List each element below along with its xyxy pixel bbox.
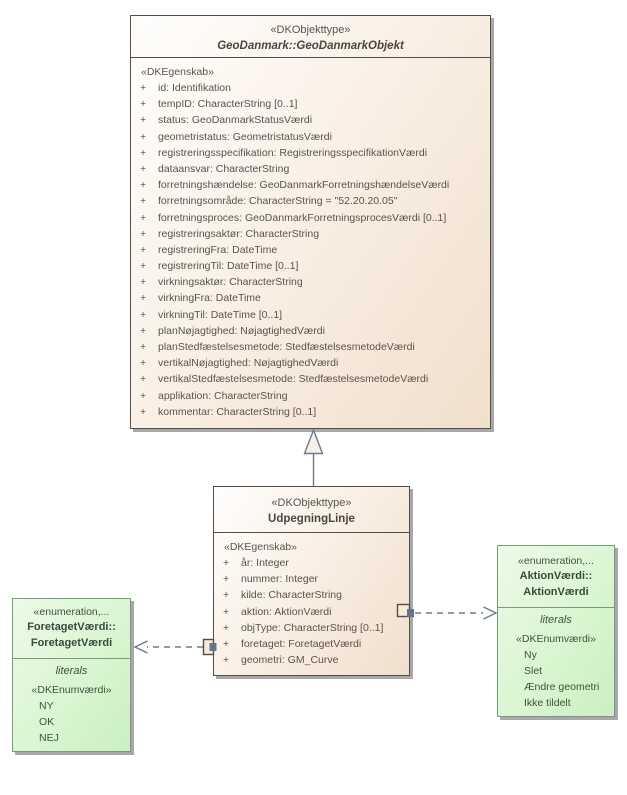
attribute-list <box>131 80 490 420</box>
attribute-text: virkningsaktør: CharacterString <box>158 276 303 289</box>
enum-stereotype: «enumeration,... <box>518 555 594 567</box>
enum-value-list <box>13 698 130 746</box>
visibility-marker: + <box>140 243 147 256</box>
visibility-marker: + <box>140 308 147 321</box>
visibility-marker: + <box>140 405 147 418</box>
attribute-row[interactable] <box>131 290 490 306</box>
visibility-marker: + <box>140 130 147 143</box>
enum-value[interactable]: Slet <box>524 665 543 677</box>
attribute-text: planNøjagtighed: NøjagtighedVærdi <box>158 324 325 337</box>
enum-value[interactable]: Ikke tildelt <box>524 697 571 709</box>
attribute-text: registreringTil: DateTime [0..1] <box>158 260 299 273</box>
literals-label: literals <box>55 665 88 677</box>
attribute-text: aktion: AktionVærdi <box>241 605 332 618</box>
attribute-row[interactable] <box>131 388 490 404</box>
attribute-text: applikation: CharacterString <box>158 389 288 402</box>
enum-name: AktionVærdi <box>523 585 589 598</box>
attributes-compartment <box>214 533 409 668</box>
visibility-marker: + <box>140 98 147 111</box>
attribute-text: geometri: GM_Curve <box>241 654 339 667</box>
compartment-stereotype: «DKEgenskab» <box>141 66 214 78</box>
visibility-marker: + <box>223 605 230 618</box>
attribute-text: virkningTil: DateTime [0..1] <box>158 308 283 321</box>
attribute-text: planStedfæstelsesmetode: StedfæstelsesmetodeVærdi <box>158 341 415 353</box>
enum-value[interactable]: Ny <box>524 649 537 661</box>
visibility-marker: + <box>223 621 230 634</box>
attribute-row[interactable] <box>131 242 490 258</box>
enum-name-qualifier: AktionVærdi:: <box>519 570 593 582</box>
attribute-row[interactable] <box>131 145 490 161</box>
compartment-stereotype: «DKEgenskab» <box>224 541 297 553</box>
class-box-udpegninglinje[interactable] <box>213 486 410 676</box>
attribute-text: virkningFra: DateTime <box>158 292 261 305</box>
attribute-row[interactable] <box>131 404 490 420</box>
enum-header <box>498 546 614 608</box>
class-header <box>131 16 490 58</box>
visibility-marker: + <box>140 227 147 240</box>
attribute-row[interactable] <box>131 323 490 339</box>
attribute-row[interactable] <box>131 96 490 112</box>
attribute-text: dataansvar: CharacterString <box>158 162 290 175</box>
attribute-row[interactable] <box>214 620 409 636</box>
attribute-text: nummer: Integer <box>241 573 319 586</box>
attribute-row[interactable] <box>131 355 490 371</box>
compartment-stereotype: «DKEnumværdi» <box>516 633 596 645</box>
attribute-text: tempID: CharacterString [0..1] <box>158 98 298 111</box>
attribute-row[interactable] <box>214 604 409 620</box>
visibility-marker: + <box>140 324 147 337</box>
enum-value[interactable]: NEJ <box>39 732 59 744</box>
visibility-marker: + <box>140 357 147 370</box>
attribute-row[interactable] <box>131 193 490 209</box>
visibility-marker: + <box>140 341 147 353</box>
attribute-text: forretningshændelse: GeoDanmarkForretningshændelseVærdi <box>158 179 450 192</box>
compartment-stereotype: «DKEnumværdi» <box>31 684 112 696</box>
visibility-marker: + <box>140 211 147 224</box>
attribute-text: kommentar: CharacterString [0..1] <box>158 405 317 418</box>
attribute-text: registreringFra: DateTime <box>158 243 278 256</box>
visibility-marker: + <box>140 276 147 289</box>
attribute-link-bracket <box>204 640 214 655</box>
attribute-row[interactable] <box>214 555 409 571</box>
attribute-text: objType: CharacterString [0..1] <box>241 621 384 634</box>
attribute-text: status: GeoDanmarkStatusVærdi <box>158 114 313 127</box>
visibility-marker: + <box>223 557 230 569</box>
attribute-text: forretningsområde: CharacterString = "52.20.20.05" <box>158 195 398 208</box>
dependency-connector-aktion[interactable] <box>398 605 497 620</box>
enum-value[interactable]: NY <box>39 700 54 712</box>
attribute-text: forretningsproces: GeoDanmarkForretningsprocesVærdi [0..1] <box>158 211 447 224</box>
visibility-marker: + <box>140 389 147 402</box>
attribute-row[interactable] <box>131 258 490 274</box>
enum-header <box>13 599 130 659</box>
enum-value[interactable]: OK <box>39 716 55 728</box>
attribute-row[interactable] <box>131 177 490 193</box>
attribute-text: kilde: CharacterString <box>241 589 342 602</box>
attribute-text: registreringsaktør: CharacterString <box>158 227 320 240</box>
class-stereotype: «DKObjekttype» <box>271 497 352 509</box>
literals-compartment <box>498 611 614 711</box>
dependency-connector-foretaget[interactable] <box>135 640 217 655</box>
attribute-row[interactable] <box>131 274 490 290</box>
attribute-row[interactable] <box>214 636 409 652</box>
attribute-row[interactable] <box>131 210 490 226</box>
literals-compartment <box>13 662 130 746</box>
attribute-row[interactable] <box>131 339 490 355</box>
generalization-triangle-icon <box>305 430 323 454</box>
attribute-row[interactable] <box>131 112 490 128</box>
enum-box-foretagetvaerdi[interactable] <box>12 598 131 752</box>
class-header <box>214 487 409 533</box>
class-box-geodanmarkobjekt[interactable] <box>130 15 491 429</box>
open-arrowhead-icon <box>135 641 148 653</box>
attribute-text: vertikalStedfæstelsesmetode: StedfæstelsesmetodeVærdi <box>158 373 429 386</box>
attribute-row[interactable] <box>214 652 409 668</box>
open-arrowhead-icon <box>484 607 497 619</box>
class-name: GeoDanmark::GeoDanmarkObjekt <box>217 40 404 52</box>
attribute-list <box>214 555 409 668</box>
enum-name-qualifier: ForetagetVærdi:: <box>27 621 116 633</box>
attribute-text: vertikalNøjagtighed: NøjagtighedVærdi <box>158 357 339 370</box>
enum-value[interactable]: Ændre geometri <box>524 681 600 693</box>
visibility-marker: + <box>140 114 147 127</box>
visibility-marker: + <box>223 637 230 650</box>
visibility-marker: + <box>223 589 230 602</box>
attribute-row[interactable] <box>131 226 490 242</box>
attribute-text: registreringsspecifikation: RegistreringsspecifikationVærdi <box>158 146 428 159</box>
visibility-marker: + <box>140 195 147 208</box>
enum-name: ForetagetVærdi <box>30 636 113 649</box>
attribute-text: foretaget: ForetagetVærdi <box>241 637 362 650</box>
attribute-row[interactable] <box>131 80 490 96</box>
visibility-marker: + <box>140 162 147 175</box>
class-stereotype: «DKObjekttype» <box>270 24 351 36</box>
visibility-marker: + <box>140 82 147 94</box>
attribute-row[interactable] <box>131 161 490 177</box>
generalization-connector[interactable] <box>305 430 323 486</box>
attribute-row[interactable] <box>131 371 490 387</box>
attribute-text: id: Identifikation <box>158 82 231 94</box>
literals-label: literals <box>540 614 572 626</box>
visibility-marker: + <box>140 146 147 159</box>
visibility-marker: + <box>223 654 230 667</box>
attribute-text: geometristatus: GeometristatusVærdi <box>158 130 332 143</box>
visibility-marker: + <box>140 373 147 386</box>
enum-value-list <box>498 647 614 711</box>
class-name: UdpegningLinje <box>268 513 355 525</box>
attribute-row[interactable] <box>214 587 409 603</box>
visibility-marker: + <box>140 292 147 305</box>
attribute-row[interactable] <box>131 129 490 145</box>
enum-stereotype: «enumeration,... <box>33 606 110 618</box>
attribute-text: år: Integer <box>241 557 289 569</box>
visibility-marker: + <box>223 573 230 586</box>
attributes-compartment <box>131 58 490 420</box>
enum-box-aktionvaerdi[interactable] <box>497 545 615 717</box>
attribute-row[interactable] <box>131 307 490 323</box>
visibility-marker: + <box>140 179 147 192</box>
attribute-row[interactable] <box>214 571 409 587</box>
visibility-marker: + <box>140 260 147 273</box>
